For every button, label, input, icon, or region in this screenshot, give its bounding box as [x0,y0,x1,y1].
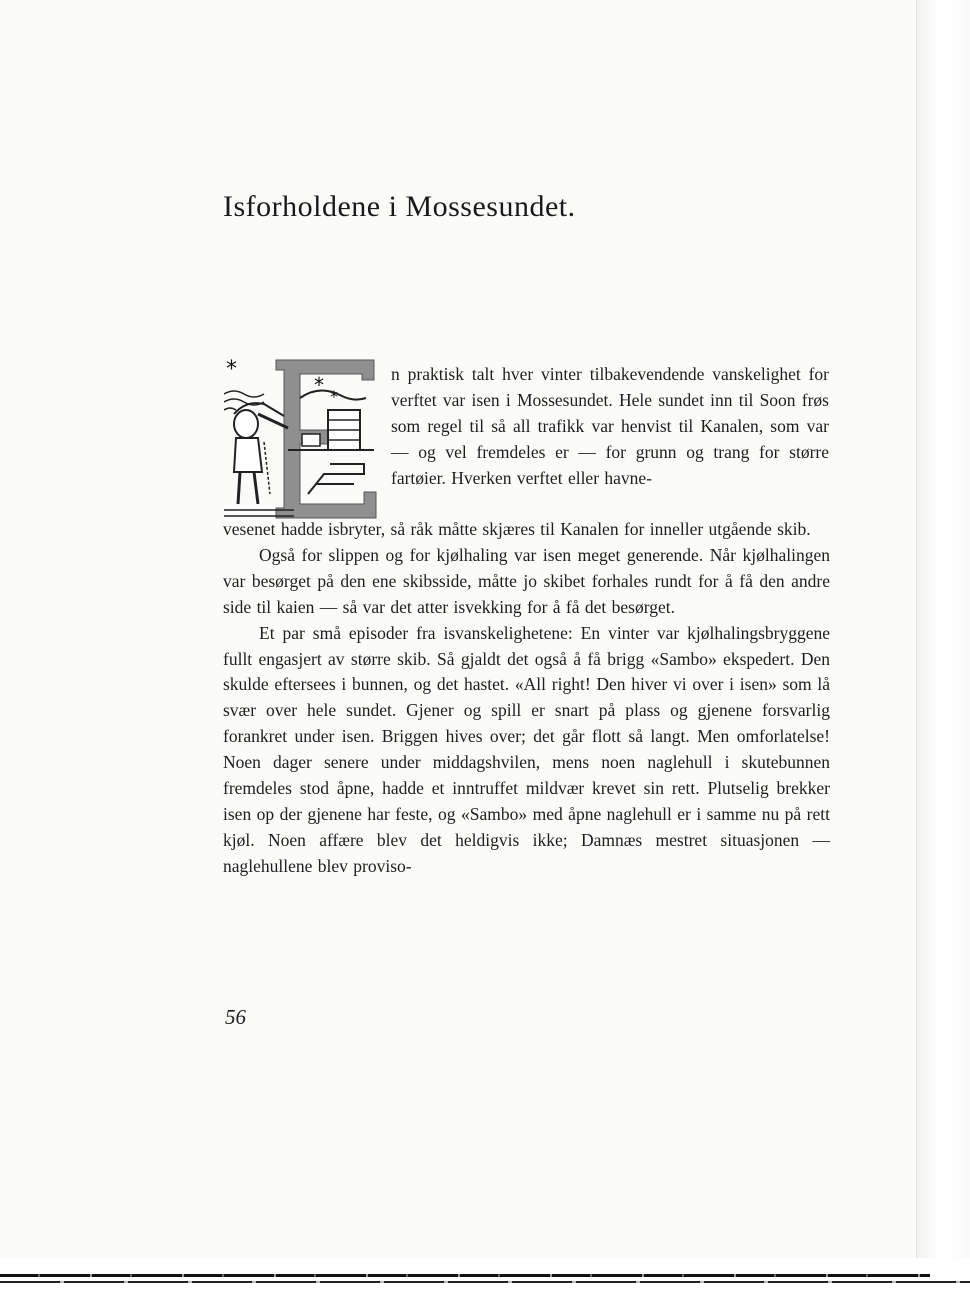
adjacent-page-edge [916,0,970,1260]
chapter-title: Isforholdene i Mossesundet. [223,190,576,223]
paragraph: Et par små episoder fra isvanskelighetene: En vinter var kjølhalingsbryggene fullt engasjert av større skib. Så gjaldt det også å få brigg «Sambo» ekspedert. Den skulde eftersees i bunnen, og det hastet. «All right! Den hiver vi over i isen» som lå svær over hele sundet. Gjener og spill er snart på plass og gjenene forsvarlig forankret under isen. Briggen hives over; det går flott så langt. Men omforlatelse! Noen dager senere under middagshvilen, mens noen naglehull i skutebunnen fremdeles stod åpne, hadde et inntruffet mildvær krevet sin rett. Plutselig brekker isen op der gjenene har feste, og «Sambo» med åpne naglehull er i samme nu på rett kjøl. Noen affære blev det heldigvis ikke; Damnæs mestret situasjonen — naglehullene blev proviso- [223,622,830,876]
paragraph: vesenet hadde isbryter, så råk måtte skjæres til Kanalen for inneller utgående skib. [223,519,811,539]
scan-edge-band [0,1258,970,1295]
drop-cap-illustration [224,354,384,524]
body-text [223,517,830,880]
opening-lines: n praktisk talt hver vinter tilbakevendende vanskelighet for verftet var isen i Mossesundet. Hele sundet inn til Soon frøs som regel til så all trafikk var henvist til Kanalen, som var — og vel fremdeles er — for grunn og trang for større fartøier. Hverken verftet eller havne- [391,364,829,488]
star-icon: * [330,387,338,406]
paragraph: Også for slippen og for kjølhaling var isen meget generende. Når kjølhalingen var besørget på den ene skibsside, måtte jo skibet forhales rundt for å få den andre side til kaien — så var det atter isvekking for å få det besørget. [223,544,830,617]
illustrated-initial [224,354,384,524]
page-number: 56 [225,1005,246,1029]
star-icon: * [314,373,324,397]
star-icon: * [226,357,237,382]
